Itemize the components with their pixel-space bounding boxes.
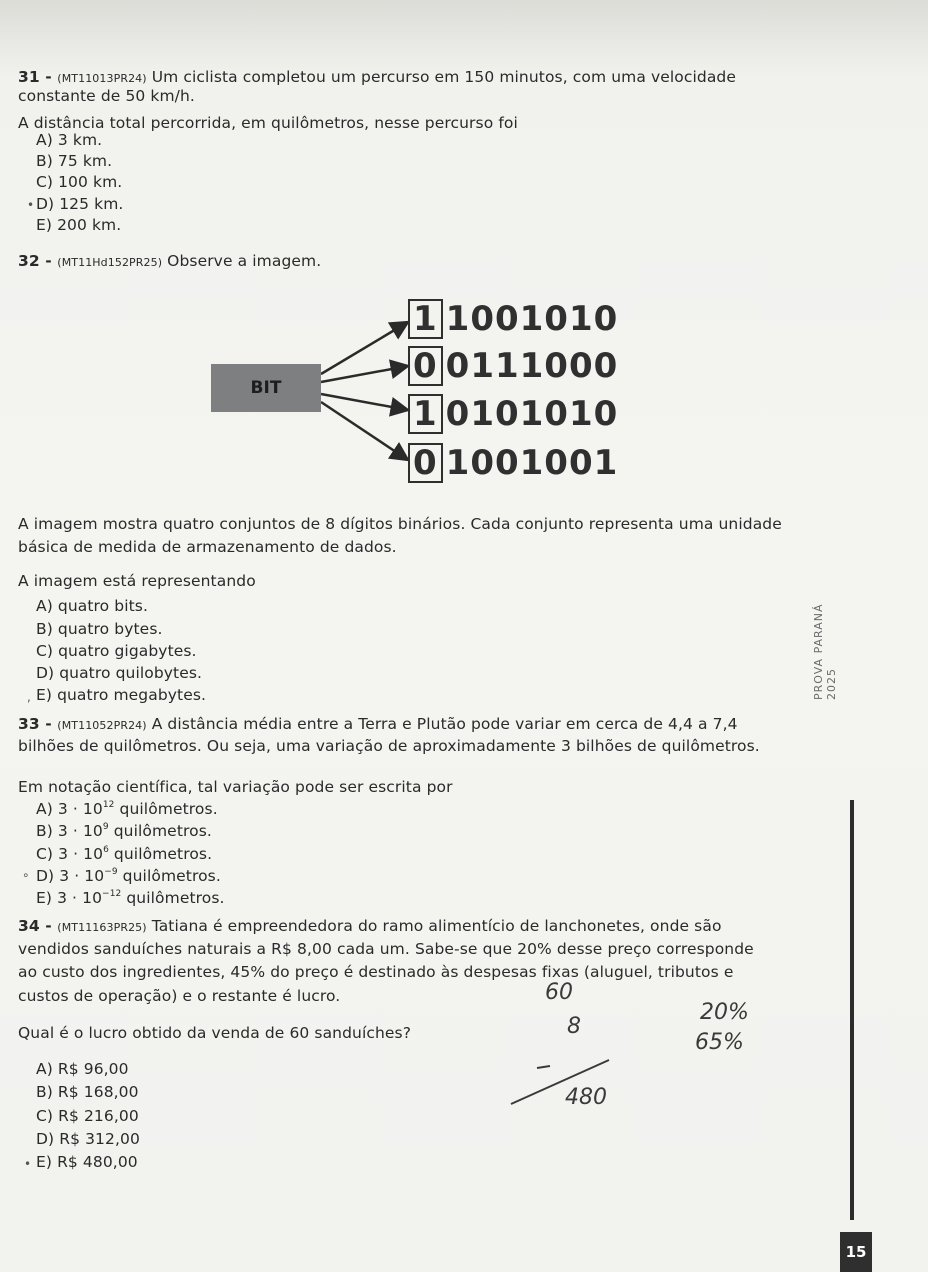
- q32-option-b[interactable]: B) quatro bytes.: [36, 620, 163, 638]
- q33-option-e-unit: quilômetros.: [121, 889, 225, 907]
- q34-option-a[interactable]: A) R$ 96,00: [36, 1060, 129, 1078]
- q33-option-d-exp: −9: [104, 867, 118, 877]
- q33-header: [18, 715, 738, 733]
- q31-stem-line1: Um ciclista completou um percurso em 150 minutos, com uma velocidade: [151, 68, 736, 86]
- q31-option-b[interactable]: B) 75 km.: [36, 152, 113, 170]
- q34-number: 34 -: [18, 917, 58, 935]
- answer-mark-dot: •: [27, 198, 35, 212]
- q32-stem: Observe a imagem.: [167, 252, 322, 270]
- q31-stem-line2: constante de 50 km/h.: [18, 87, 195, 105]
- q34-prompt: Qual é o lucro obtido da venda de 60 sanduíches?: [18, 1024, 412, 1042]
- q34-option-e[interactable]: E) R$ 480,00: [36, 1153, 138, 1171]
- q31-option-c[interactable]: C) 100 km.: [36, 173, 123, 191]
- q31-option-e[interactable]: E) 200 km.: [36, 216, 122, 234]
- q31-option-a[interactable]: A) 3 km.: [36, 131, 103, 149]
- q34-header: [18, 917, 722, 935]
- q33-option-d[interactable]: [36, 867, 221, 885]
- q33-option-e-base: E) 3 · 10: [36, 889, 103, 907]
- q33-option-a-unit: quilômetros.: [114, 800, 218, 818]
- binary-row-2: [408, 346, 618, 386]
- q34-code: (MT11163PR25): [57, 921, 147, 934]
- binary-row-1: [408, 299, 618, 339]
- q33-code: (MT11052PR24): [57, 719, 147, 732]
- q32-number: 32 -: [18, 252, 58, 270]
- binary-row-3-first: 1: [408, 394, 443, 434]
- bit-label-box: [211, 364, 321, 412]
- page-number: 15: [845, 1243, 867, 1261]
- q32-code: (MT11Hd152PR25): [57, 256, 163, 269]
- q33-option-b[interactable]: [36, 822, 212, 840]
- q32-text-line2: básica de medida de armazenamento de dados.: [18, 538, 397, 556]
- handwritten-8: 8: [567, 1014, 581, 1039]
- q32-option-e[interactable]: E) quatro megabytes.: [36, 686, 207, 704]
- q33-number: 33 -: [18, 715, 58, 733]
- q33-option-c[interactable]: [36, 845, 212, 863]
- handwritten-20-percent: 20%: [700, 1000, 749, 1025]
- q33-option-a-base: A) 3 · 10: [36, 800, 103, 818]
- side-watermark-text: PROVA PARANÁ 2025: [812, 603, 838, 700]
- q32-prompt: A imagem está representando: [18, 572, 256, 590]
- arrow-row-2: [321, 366, 408, 382]
- q33-stem-line2: bilhões de quilômetros. Ou seja, uma variação de aproximadamente 3 bilhões de quilômetros.: [18, 737, 760, 755]
- bit-diagram-arrows: [0, 0, 928, 520]
- binary-row-1-first: 1: [408, 299, 443, 339]
- handwritten-480: 480: [565, 1085, 607, 1110]
- q33-option-a-exp: 12: [102, 800, 115, 810]
- page-number-box: [840, 1232, 872, 1272]
- q33-option-e-exp: −12: [102, 889, 122, 899]
- q33-option-c-exp: 6: [103, 845, 109, 855]
- q33-option-b-exp: 9: [102, 822, 109, 832]
- q31-code: (MT11013PR24): [57, 72, 147, 85]
- q34-stem-line3: ao custo dos ingredientes, 45% do preço é destinado às despesas fixas (aluguel, tributos e: [18, 963, 734, 981]
- q31-number: 31 -: [18, 68, 58, 86]
- right-margin-line: [850, 800, 854, 1220]
- q32-text-line1: A imagem mostra quatro conjuntos de 8 dígitos binários. Cada conjunto representa uma unidade: [18, 515, 782, 533]
- q31-option-d[interactable]: D) 125 km.: [36, 195, 124, 213]
- q33-option-d-unit: quilômetros.: [117, 867, 221, 885]
- q33-prompt: Em notação científica, tal variação pode ser escrita por: [18, 778, 453, 796]
- binary-row-1-rest: 1001010: [445, 299, 619, 339]
- answer-mark-dot: ,: [27, 690, 31, 704]
- q33-option-d-base: D) 3 · 10: [36, 867, 105, 885]
- binary-row-3-rest: 0101010: [445, 394, 619, 434]
- arrow-row-3: [321, 394, 408, 410]
- q31-prompt: A distância total percorrida, em quilômetros, nesse percurso foi: [18, 114, 518, 132]
- q33-option-a[interactable]: [36, 800, 218, 818]
- q32-option-c[interactable]: C) quatro gigabytes.: [36, 642, 197, 660]
- arrow-row-1: [321, 322, 408, 374]
- q34-stem-line4: custos de operação) e o restante é lucro.: [18, 987, 341, 1005]
- binary-row-4-rest: 1001001: [445, 443, 619, 483]
- binary-row-4-first: 0: [408, 443, 443, 483]
- q33-option-b-base: B) 3 · 10: [36, 822, 103, 840]
- binary-row-2-rest: 0111000: [445, 346, 619, 386]
- q34-stem-line2: vendidos sanduíches naturais a R$ 8,00 cada um. Sabe-se que 20% desse preço corresponde: [18, 940, 754, 958]
- q32-option-d[interactable]: D) quatro quilobytes.: [36, 664, 203, 682]
- binary-row-3: [408, 394, 618, 434]
- q33-option-e[interactable]: [36, 889, 225, 907]
- q32-option-a[interactable]: A) quatro bits.: [36, 597, 148, 615]
- binary-row-2-first: 0: [408, 346, 443, 386]
- bit-label: BIT: [250, 378, 282, 398]
- q33-stem-line1: A distância média entre a Terra e Plutão pode variar em cerca de 4,4 a 7,4: [151, 715, 738, 733]
- q34-option-b[interactable]: B) R$ 168,00: [36, 1083, 139, 1101]
- answer-mark-circle: ∘: [22, 868, 30, 882]
- answer-mark-dot: •: [24, 1157, 32, 1171]
- q34-option-c[interactable]: C) R$ 216,00: [36, 1107, 139, 1125]
- q33-option-c-unit: quilômetros.: [108, 845, 213, 863]
- q34-option-d[interactable]: D) R$ 312,00: [36, 1130, 140, 1148]
- q34-stem-line1: Tatiana é empreendedora do ramo alimentício de lanchonetes, onde são: [151, 917, 722, 935]
- binary-row-4: [408, 443, 618, 483]
- q33-option-b-unit: quilômetros.: [108, 822, 212, 840]
- handwritten-65-percent: 65%: [695, 1030, 744, 1055]
- handwritten-60: 60: [545, 980, 573, 1005]
- q33-option-c-base: C) 3 · 10: [36, 845, 104, 863]
- arrow-row-4: [321, 402, 408, 460]
